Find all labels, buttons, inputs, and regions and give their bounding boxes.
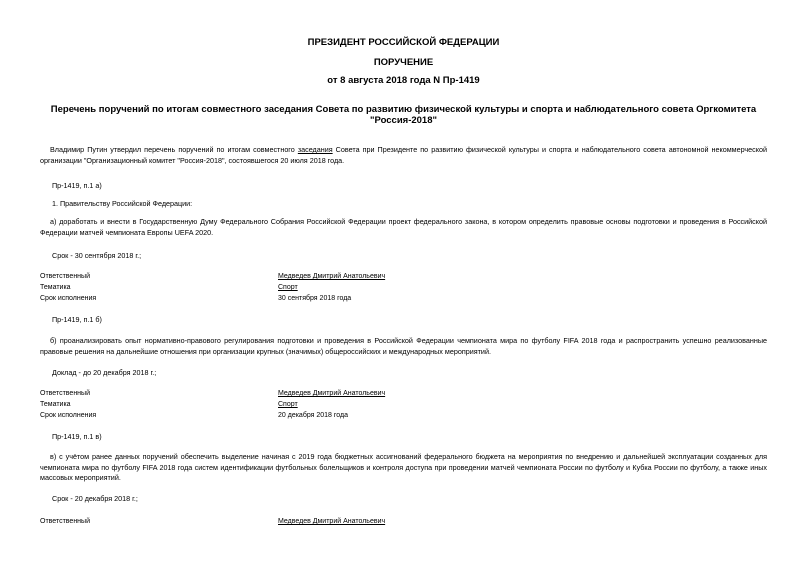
deadline-a: Срок - 30 сентября 2018 г.; xyxy=(52,251,142,260)
meta-label: Срок исполнения xyxy=(40,412,97,419)
intro-text-end: Совета при Президенте по развитию физической культуры и спорта и наблюдательного совета автономной некоммерческой организации "Организационный комитет "Россия-2018", состоявшегося 20 июля 2018 года. xyxy=(40,145,767,165)
meta-value: 30 сентября 2018 года xyxy=(278,295,352,302)
responsible-link[interactable]: Медведев Дмитрий Анатольевич xyxy=(278,518,386,525)
reference-1a: Пр-1419, п.1 а) xyxy=(52,181,102,190)
issuer-heading: ПРЕЗИДЕНТ РОССИЙСКОЙ ФЕДЕРАЦИИ xyxy=(307,37,500,48)
item-c-text: в) с учётом ранее данных поручений обеспечить выделение начиная с 2019 года бюджетных ассигнований федерального бюджета на мероприятия по внедрению и дальнейшей эксплуатации созданных для чемпионата мира по футболу FIFA 2018 года систем идентификации футбольных болельщиков и контроля доступа при проведении матчей чемпионата России по футболу и Кубка России по футболу, а также иных массовых мероприятий. xyxy=(40,452,767,482)
responsible-link[interactable]: Медведев Дмитрий Анатольевич xyxy=(278,390,386,397)
section-heading: 1. Правительству Российской Федерации: xyxy=(52,199,193,208)
deadline-c: Срок - 20 декабря 2018 г.; xyxy=(52,494,138,503)
meta-label: Ответственный xyxy=(40,518,90,525)
intro-text-start: Владимир Путин утвердил перечень поручений по итогам совместного xyxy=(50,145,298,154)
meta-value: 20 декабря 2018 года xyxy=(278,412,349,419)
document-date-heading: от 8 августа 2018 года N Пр-1419 xyxy=(327,75,480,86)
intro-paragraph xyxy=(40,145,767,166)
meeting-link[interactable]: заседания xyxy=(297,145,333,154)
meta-label: Тематика xyxy=(40,284,71,291)
responsible-link[interactable]: Медведев Дмитрий Анатольевич xyxy=(278,273,386,280)
meta-label: Ответственный xyxy=(40,390,90,397)
meta-label: Срок исполнения xyxy=(40,295,97,302)
meta-label: Ответственный xyxy=(40,273,90,280)
document-type-heading: ПОРУЧЕНИЕ xyxy=(373,57,434,68)
reference-1b: Пр-1419, п.1 б) xyxy=(52,315,102,324)
meta-label: Тематика xyxy=(40,401,71,408)
topic-link[interactable]: Спорт xyxy=(278,401,298,408)
item-a-text: а) доработать и внести в Государственную Думу Федерального Собрания Российской Федерации проект федерального закона, в котором определить правовые основы подготовки и проведения в Российской Федерации матчей чемпионата Европы UEFA 2020. xyxy=(40,217,767,237)
item-b-text: б) проанализировать опыт нормативно-правового регулирования подготовки и проведения в Российской Федерации чемпионата мира по футболу FIFA 2018 года и распространить успешно реализованные правовые решения на дальнейшие отношения при организации крупных (значимых) общероссийских и международных мероприятий. xyxy=(40,336,767,356)
deadline-b: Доклад - до 20 декабря 2018 г.; xyxy=(52,368,157,377)
document-title: Перечень поручений по итогам совместного заседания Совета по развитию физической культуры и спорта и наблюдательного совета Оргкомитета "Россия-2018" xyxy=(50,104,757,126)
topic-link[interactable]: Спорт xyxy=(278,284,298,291)
reference-1c: Пр-1419, п.1 в) xyxy=(52,432,102,441)
